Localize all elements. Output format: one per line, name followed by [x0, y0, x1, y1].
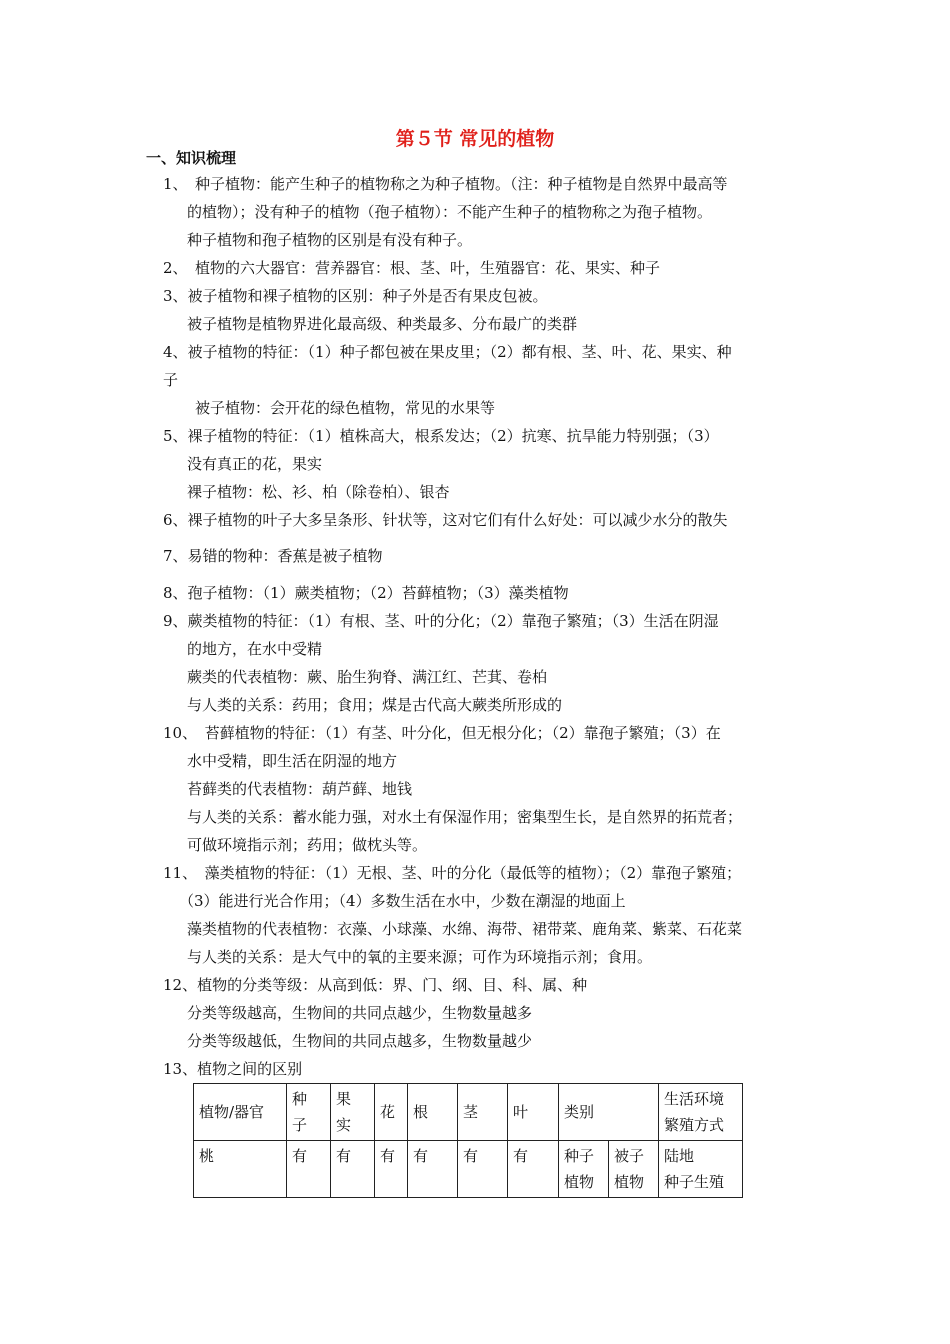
table-cell: 有: [375, 1141, 408, 1198]
text-line: 4、被子植物的特征：（1）种子都包被在果皮里；（2）都有根、茎、叶、花、果实、种: [163, 343, 732, 361]
table-cell: 桃: [194, 1141, 287, 1198]
header-cell: 种 子: [287, 1084, 331, 1141]
text-line: 没有真正的花，果实: [187, 455, 323, 473]
text-line: 6、裸子植物的叶子大多呈条形、针状等，这对它们有什么好处：可以减少水分的散失: [163, 511, 728, 529]
table-cell: 陆地 种子生殖: [659, 1141, 743, 1198]
plant-comparison-table: [193, 1083, 743, 1198]
text-line: 水中受精，即生活在阴湿的地方: [187, 752, 398, 770]
table-cell: 种子 植物: [559, 1141, 609, 1198]
table-cell: 有: [458, 1141, 508, 1198]
text-line: 10、 苔藓植物的特征：（1）有茎、叶分化，但无根分化；（2）靠孢子繁殖；（3）在: [163, 724, 721, 742]
text-line: 2、 植物的六大器官：营养器官：根、茎、叶，生殖器官：花、果实、种子: [163, 259, 661, 277]
text-line: 分类等级越高，生物间的共同点越少，生物数量越多: [187, 1004, 533, 1022]
text-line: 被子植物是植物界进化最高级、种类最多、分布最广的类群: [187, 315, 578, 333]
header-cell: 叶: [508, 1084, 559, 1141]
text-line: 11、 藻类植物的特征：（1）无根、茎、叶的分化（最低等的植物）；（2）靠孢子繁殖；: [163, 864, 742, 882]
text-line: 裸子植物：松、衫、柏（除卷柏）、银杏: [187, 483, 450, 501]
header-cell: 根: [408, 1084, 458, 1141]
text-line: 与人类的关系：药用；食用；煤是古代高大蕨类所形成的: [187, 696, 563, 714]
table-header-row: [194, 1084, 743, 1141]
page-title: 第５节 常见的植物: [395, 128, 555, 150]
text-line: 与人类的关系：蓄水能力强，对水土有保湿作用；密集型生长，是自然界的拓荒者；: [187, 808, 743, 826]
table-row: [194, 1141, 743, 1198]
header-cell: 类别: [559, 1084, 659, 1141]
text-line: 藻类植物的代表植物：衣藻、小球藻、水绵、海带、裙带菜、鹿角菜、紫菜、石花菜: [187, 920, 743, 938]
text-line: 3、被子植物和裸子植物的区别：种子外是否有果皮包被。: [163, 287, 548, 305]
table-cell: 有: [408, 1141, 458, 1198]
text-line: 苔藓类的代表植物：葫芦藓、地钱: [187, 780, 413, 798]
text-line: 与人类的关系：是大气中的氧的主要来源；可作为环境指示剂；食用。: [187, 948, 653, 966]
table-cell: 有: [331, 1141, 375, 1198]
text-line: （3）能进行光合作用；（4）多数生活在水中，少数在潮湿的地面上: [179, 892, 626, 910]
header-cell: 生活环境 繁殖方式: [659, 1084, 743, 1141]
table-cell: 有: [287, 1141, 331, 1198]
text-line: 13、植物之间的区别: [163, 1060, 303, 1078]
text-line: 7、易错的物种：香蕉是被子植物: [163, 547, 383, 565]
header-cell: 花: [375, 1084, 408, 1141]
text-line: 种子植物和孢子植物的区别是有没有种子。: [187, 231, 473, 249]
text-line: 的植物）；没有种子的植物（孢子植物）：不能产生种子的植物称之为孢子植物。: [187, 203, 713, 221]
table-cell: 有: [508, 1141, 559, 1198]
header-cell: 植物/器官: [194, 1084, 287, 1141]
text-line: 1、 种子植物：能产生种子的植物称之为种子植物。（注：种子植物是自然界中最高等: [163, 175, 728, 193]
section-heading: 一、知识梳理: [146, 149, 237, 167]
header-cell: 果 实: [331, 1084, 375, 1141]
text-line: 9、蕨类植物的特征：（1）有根、茎、叶的分化；（2）靠孢子繁殖；（3）生活在阴湿: [163, 612, 719, 630]
text-line: 蕨类的代表植物：蕨、胎生狗脊、满江红、芒萁、卷柏: [187, 668, 548, 686]
header-cell: 茎: [458, 1084, 508, 1141]
text-line: 8、孢子植物：（1）蕨类植物；（2）苔藓植物；（3）藻类植物: [163, 584, 569, 602]
text-line: 5、裸子植物的特征：（1）植株高大，根系发达；（2）抗寒、抗旱能力特别强；（3）: [163, 427, 719, 445]
text-line: 12、植物的分类等级：从高到低：界、门、纲、目、科、属、种: [163, 976, 588, 994]
text-line: 的地方，在水中受精: [187, 640, 323, 658]
text-line: 子: [163, 371, 179, 389]
text-line: 被子植物：会开花的绿色植物，常见的水果等: [195, 399, 496, 417]
table-cell: 被子 植物: [609, 1141, 659, 1198]
text-line: 分类等级越低，生物间的共同点越多，生物数量越少: [187, 1032, 533, 1050]
text-line: 可做环境指示剂；药用；做枕头等。: [187, 836, 428, 854]
